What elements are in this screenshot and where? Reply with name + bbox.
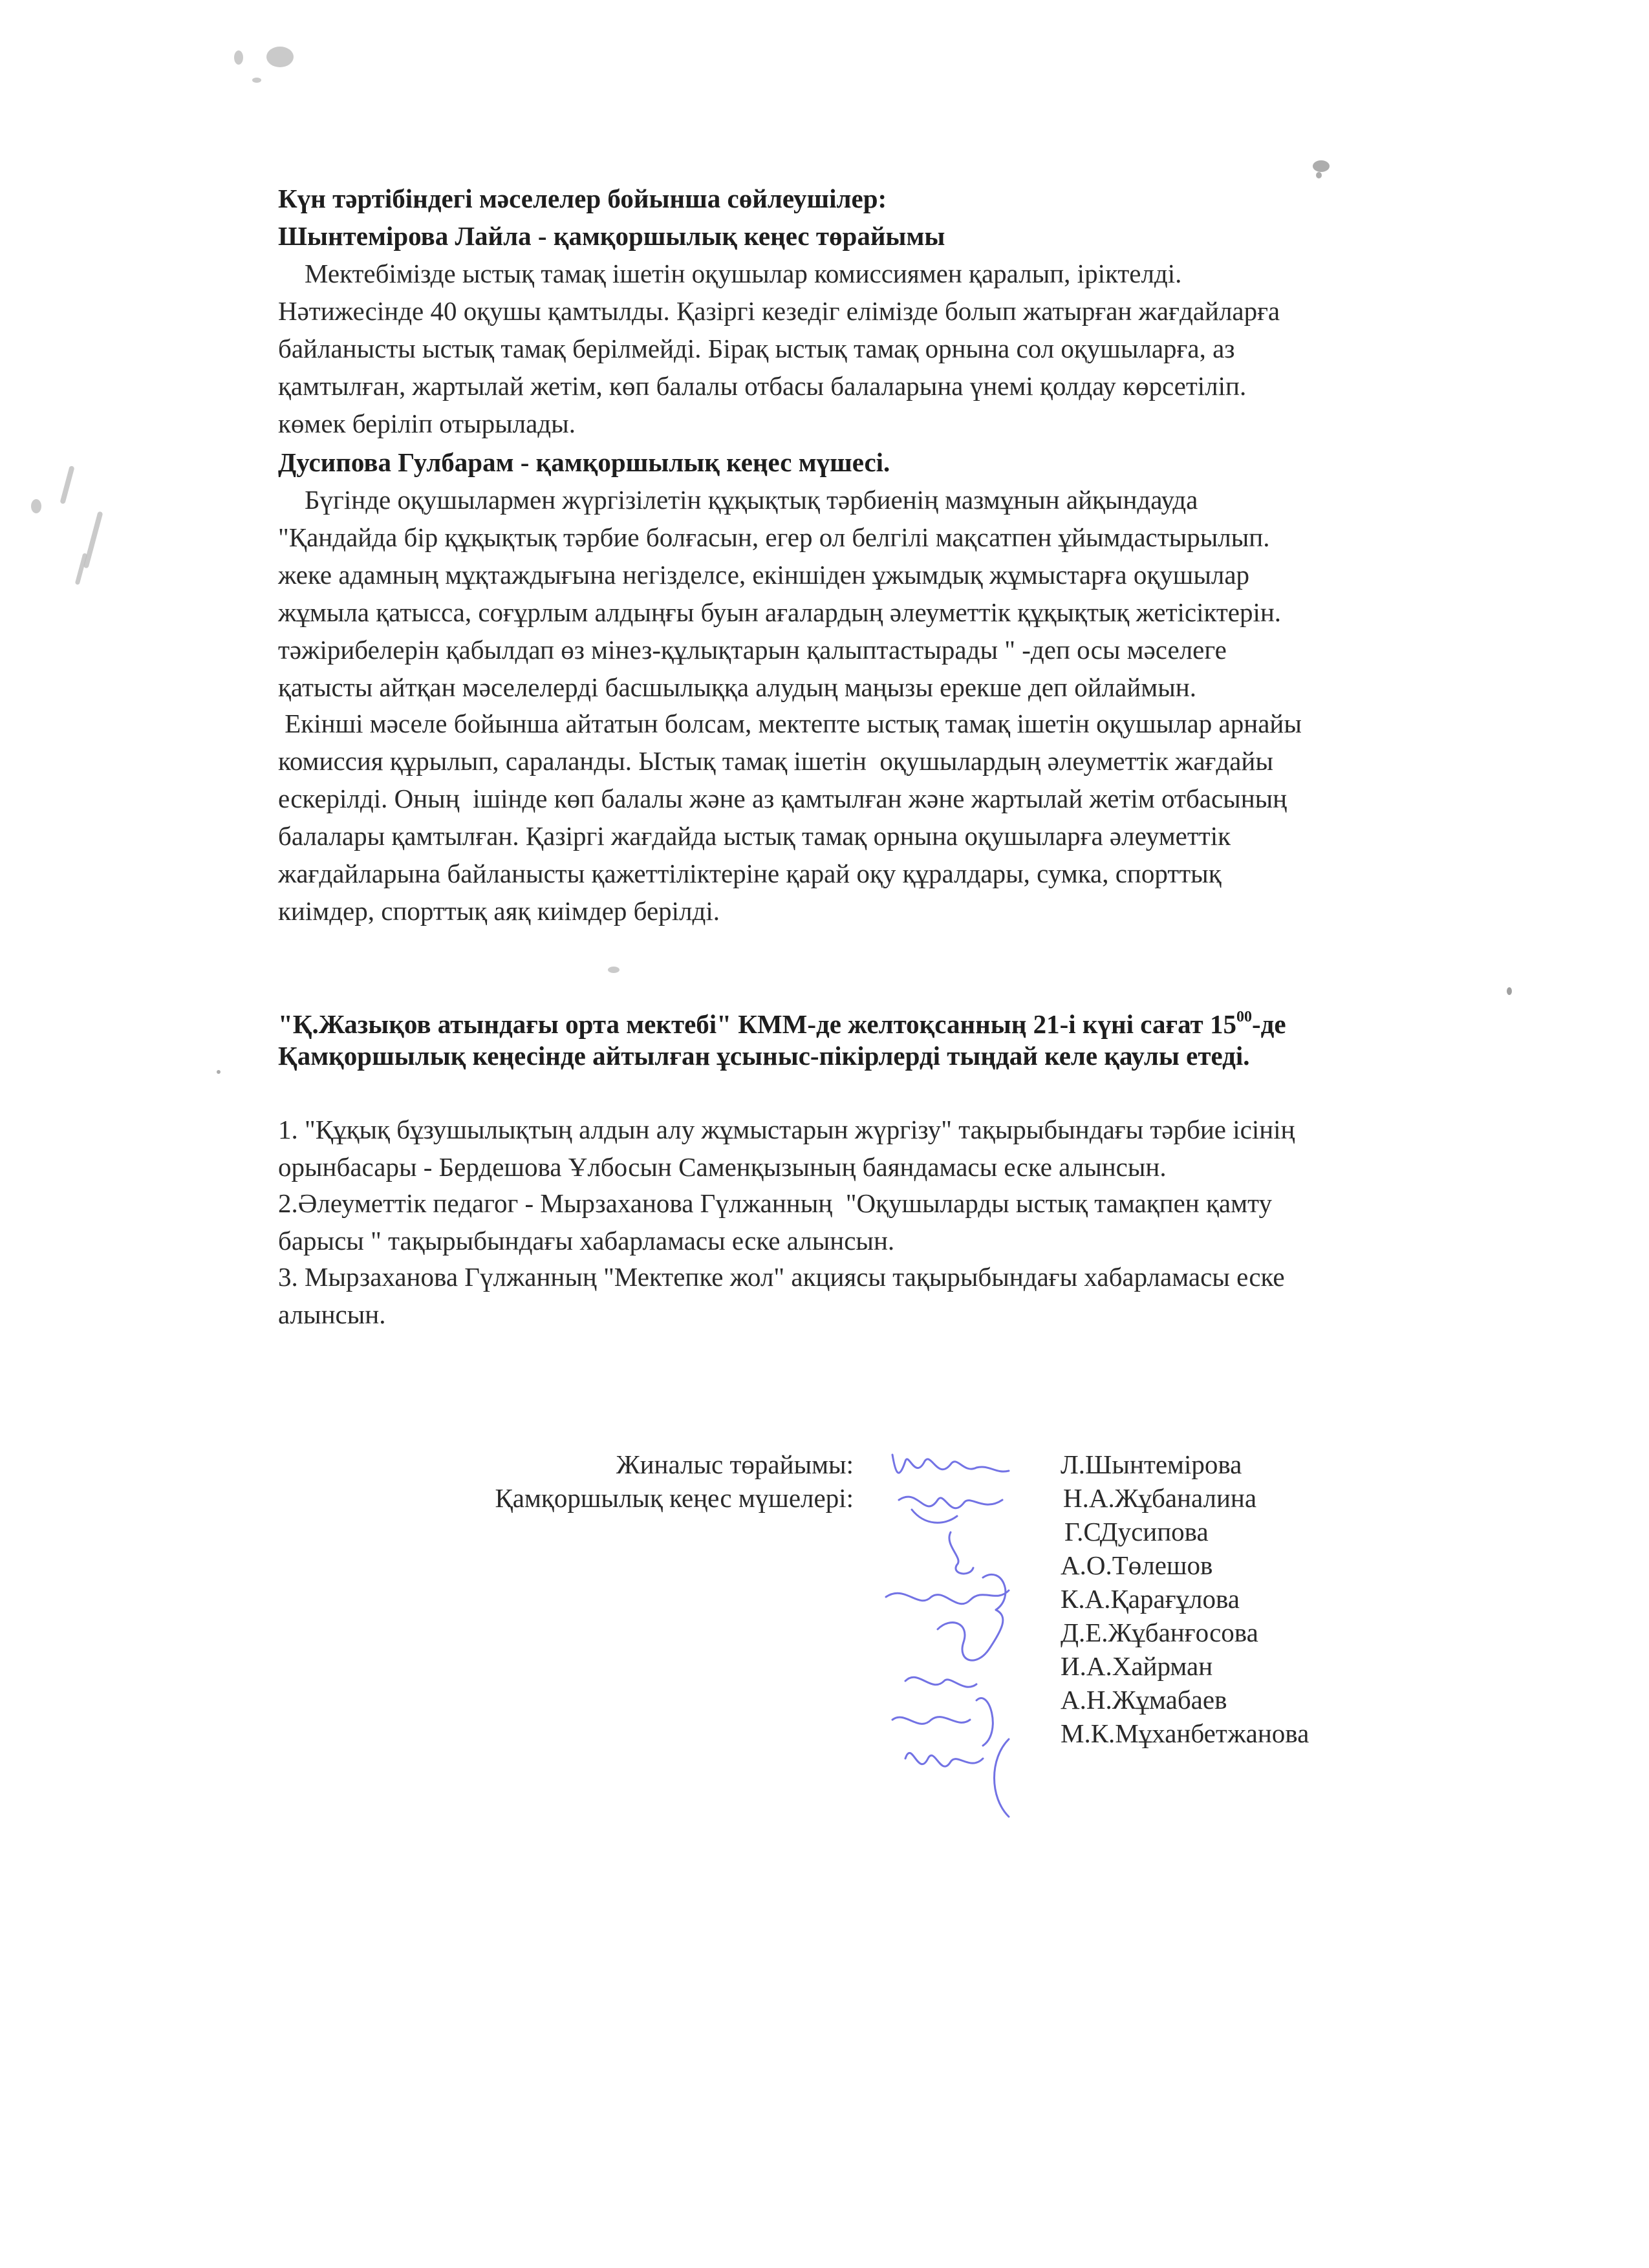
resolution-time-superscript: 00 [1236, 1009, 1252, 1025]
signatory-name: А.Н.Жұмабаев [1061, 1685, 1227, 1715]
signature-member [892, 1698, 993, 1746]
resolution-suffix: -де [1251, 1009, 1286, 1039]
scan-speck [83, 511, 103, 568]
decision-line: 1. "Құқық бұзушылықтың алдын алу жұмыстарын жүргізу" тақырыбындағы тәрбие ісінің [278, 1115, 1295, 1144]
scan-speck [252, 78, 261, 83]
scan-speck [217, 1070, 221, 1074]
scan-speck [1313, 160, 1330, 172]
paragraph-line: жұмыла қатысса, соғұрлым алдыңғы буын ағалардың әлеуметтік құқықтық жетісіктерін. [278, 597, 1282, 627]
scan-speck [234, 50, 243, 65]
signature-member [938, 1610, 1003, 1660]
speaker-name: Дусипова Гулбарам - қамқоршылық кеңес мүшесі. [278, 447, 890, 477]
signatory-name: А.О.Төлешов [1061, 1550, 1213, 1580]
signature-member [899, 1497, 1002, 1523]
signatory-name: Г.СДусипова [1064, 1517, 1209, 1546]
chair-label: Жиналыс төрайымы: [616, 1450, 854, 1479]
signatory-name: Д.Е.Жұбанғосова [1061, 1618, 1258, 1647]
paragraph-line: Мектебімізде ыстық тамақ ішетін оқушылар комиссиямен қаралып, іріктелді. [278, 259, 1182, 288]
signatory-name: К.А.Қарағұлова [1061, 1584, 1240, 1614]
paragraph-line: Екінші мәселе бойынша айтатын болсам, мектепте ыстық тамақ ішетін оқушылар арнайы [278, 709, 1302, 738]
scan-speck [1507, 987, 1512, 995]
handwritten-signatures [879, 1435, 1061, 1823]
signature-chair [892, 1455, 1009, 1473]
paragraph-line: қатысты айтқан мәселелерді басшылыққа алудың маңызы ерекше деп ойлаймын. [278, 672, 1196, 702]
scan-speck [75, 553, 88, 585]
scan-speck [59, 465, 74, 504]
signatory-name: Л.Шынтемірова [1061, 1450, 1242, 1479]
paragraph-line: киімдер, спорттық аяқ киімдер берілді. [278, 896, 720, 926]
paragraph-line: балалары қамтылған. Қазіргі жағдайда ыстық тамақ орнына оқушыларға әлеуметтік [278, 821, 1231, 851]
members-label: Қамқоршылық кеңес мүшелері: [495, 1483, 854, 1513]
decision-line: 3. Мырзаханова Гүлжанның "Мектепке жол" акциясы тақырыбындағы хабарламасы еске [278, 1262, 1285, 1292]
signatory-name: М.К.Мұханбетжанова [1061, 1718, 1310, 1748]
resolution-text: "Қ.Жазықов атындағы орта мектебі" КММ-де желтоқсанның 21-і күні сағат 15 [278, 1009, 1236, 1039]
speaker-name: Шынтемірова Лайла - қамқоршылық кеңес төрайымы [278, 221, 945, 251]
paragraph-line: жағдайларына байланысты қажеттіліктеріне қарай оқу құралдары, сумка, спорттық [278, 859, 1222, 888]
paragraph-line: көмек беріліп отырылады. [278, 409, 576, 438]
scan-speck [31, 499, 41, 513]
scan-speck [266, 47, 294, 67]
paragraph-line: жеке адамның мұқтаждығына негізделсе, екіншіден ұжымдық жұмыстарға оқушылар [278, 560, 1250, 590]
paragraph-line: тәжірибелерін қабылдап өз мінез-құлықтарын қалыптастырады " -деп осы мәселеге [278, 635, 1227, 665]
paragraph-line: Нәтижесінде 40 оқушы қамтылды. Қазіргі кезедіг елімізде болып жатырған жағдайларға [278, 296, 1280, 326]
decision-line: 2.Әлеуметтік педагог - Мырзаханова Гүлжанның "Оқушыларды ыстық тамақпен қамту [278, 1188, 1272, 1218]
scan-speck [1316, 172, 1322, 178]
resolution-line [278, 1001, 1286, 1040]
signature-member [905, 1739, 1009, 1817]
decision-line: орынбасары - Бердешова Ұлбосын Саменқызының баяндамасы еске алынсын. [278, 1152, 1167, 1182]
agenda-heading: Күн тәртібіндегі мәселелер бойынша сөйлеушілер: [278, 184, 887, 213]
resolution-line: Қамқоршылық кеңесінде айтылған ұсыныс-пікірлерді тыңдай келе қаулы етеді. [278, 1041, 1250, 1071]
decision-line: барысы " тақырыбындағы хабарламасы еске алынсын. [278, 1226, 895, 1256]
signatory-name: И.А.Хайрман [1061, 1651, 1213, 1681]
paragraph-line: комиссия құрылып, сараланды. Ыстық тамақ ішетін оқушылардың әлеуметтік жағдайы [278, 746, 1273, 776]
signature-member [949, 1532, 973, 1574]
signatory-name: Н.А.Жұбаналина [1063, 1483, 1257, 1513]
paragraph-line: қамтылған, жартылай жетім, көп балалы отбасы балаларына үнемі қолдау көрсетіліп. [278, 371, 1247, 401]
signature-member [905, 1677, 976, 1687]
paragraph-line: ескерілді. Оның ішінде көп балалы және аз қамтылған және жартылай жетім отбасының [278, 784, 1288, 813]
paragraph-line: Бүгінде оқушылармен жүргізілетін құқықтық тәрбиенің мазмұнын айқындауда [278, 485, 1198, 515]
paragraph-line: "Қандайда бір құқықтық тәрбие болғасын, егер ол белгілі мақсатпен ұйымдастырылып. [278, 522, 1270, 552]
decision-line: алынсын. [278, 1300, 386, 1329]
paragraph-line: байланысты ыстық тамақ берілмейді. Бірақ ыстық тамақ орнына сол оқушыларға, аз [278, 334, 1235, 363]
scan-speck [608, 967, 620, 973]
signature-member [886, 1574, 1009, 1610]
